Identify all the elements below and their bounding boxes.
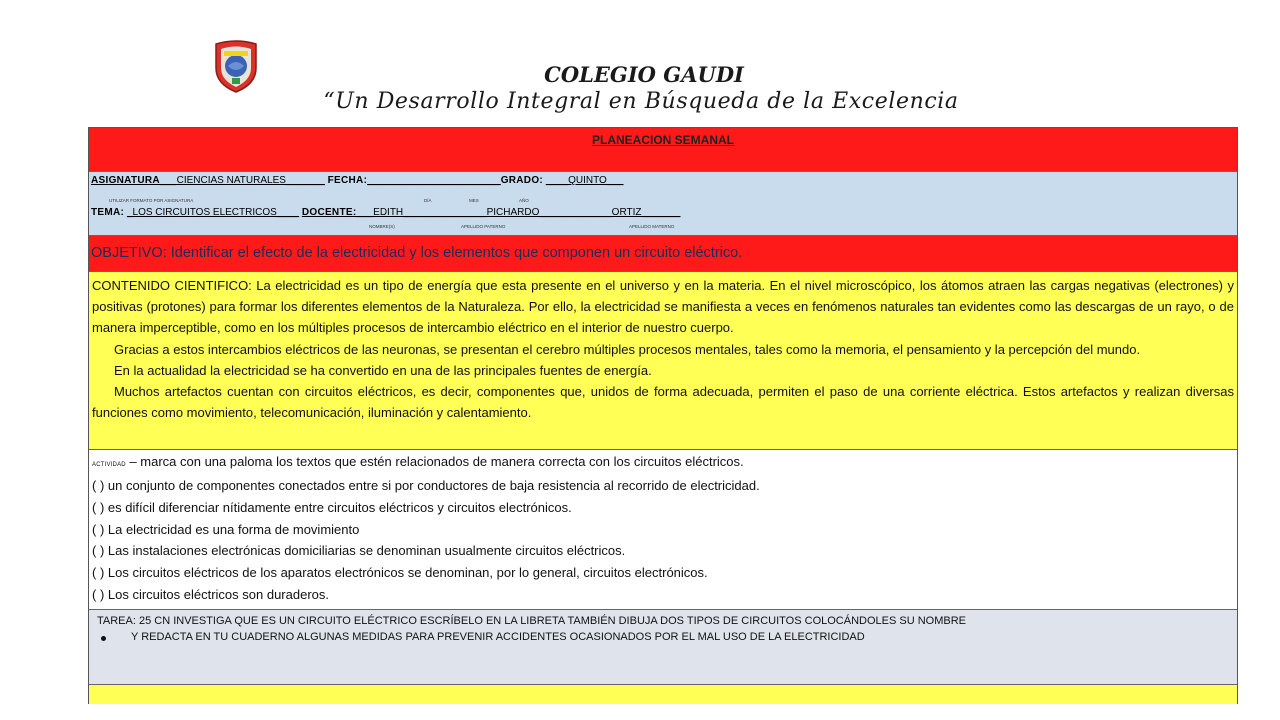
asignatura-label: ASIGNATURA — [91, 175, 160, 186]
tema-label: TEMA: — [91, 207, 125, 218]
materno-hint: APELLIDO MATERNO — [629, 224, 675, 229]
anio-hint: AÑO — [519, 198, 529, 203]
activity-item: ( ) un conjunto de componentes conectados entre si por conductores de baja resistencia al recorrido de electricidad. — [92, 478, 760, 493]
activity-label: ACTIVIDAD — [92, 462, 126, 468]
grado-label: GRADO: — [500, 175, 544, 186]
fecha-value: ________________________ — [367, 175, 501, 186]
homework-line-2: Y REDACTA EN TU CUADERNO ALGUNAS MEDIDAS PARA PREVENIR ACCIDENTES OCASIONADOS POR EL MAL USO DE LA ELECTRICIDAD — [131, 631, 865, 643]
content-paragraph: CONTENIDO CIENTIFICO: La electricidad es un tipo de energía que esta presente en el universo y en la materia. En el nivel microscópico, los átomos atraen las cargas negativas (electrones) y positivas (protones) para formar los diferentes elementos de la Naturaleza. Por ello, la electricidad se manifiesta a veces en fenómenos naturales tan evidentes como las descargas de un rayo, o de manera imperceptible, como en los múltiples procesos de intercambio eléctrico en el interior de nuestro cuerpo. — [92, 278, 1234, 336]
activity-instruction: – marca con una paloma los textos que estén relacionados de manera correcta con los circuitos eléctricos. — [129, 454, 744, 469]
nombres-hint: NOMBRE(S) — [369, 224, 395, 229]
school-name: COLEGIO GAUDI — [544, 62, 744, 87]
activity-item: ( ) Los circuitos eléctricos son duraderos. — [92, 586, 329, 602]
content-paragraph: Muchos artefactos cuentan con circuitos eléctricos, es decir, componentes que, unidos de forma adecuada, permiten el paso de una corriente eléctrica. Estos artefactos y realizan diversas funciones como movimiento, telecomunicación, iluminación y calentamiento. — [92, 384, 1234, 421]
tema-value: _LOS CIRCUITOS ELECTRICOS____ — [126, 207, 300, 218]
asignatura-value: ___CIENCIAS NATURALES_______ — [159, 175, 325, 186]
dia-hint: DÍA — [424, 198, 432, 203]
paterno-hint: APELLIDO PATERNO — [461, 224, 506, 229]
title-row — [89, 128, 1237, 172]
homework-row — [89, 610, 1237, 685]
asignatura-hint: UTILIZAR FORMATO POR ASIGNATURA — [109, 198, 194, 203]
activity-item: ( ) La electricidad es una forma de movimiento — [92, 521, 360, 537]
activity-item: ( ) es difícil diferenciar nítidamente entre circuitos eléctricos y circuitos electrónicos. — [92, 499, 572, 515]
homework-line-1: TAREA: 25 CN INVESTIGA QUE ES UN CIRCUITO ELÉCTRICO ESCRÍBELO EN LA LIBRETA TAMBIÉN DIBUJA DOS TIPOS DE CIRCUITOS COLOCÁNDOLES SU NOMBRE — [97, 615, 966, 627]
mes-hint: MES — [469, 198, 479, 203]
content-row — [89, 272, 1237, 450]
grado-value: ____QUINTO___ — [545, 175, 624, 186]
subject-line — [91, 175, 623, 186]
content-paragraph: Gracias a estos intercambios eléctricos de las neuronas, se presentan el cerebro múltiples procesos mentales, tales como la memoria, el pensamiento y la percepción del mundo. — [114, 341, 1141, 357]
objective-row — [89, 236, 1237, 272]
plan-title: PLANEACION SEMANAL — [591, 133, 734, 147]
fecha-label: FECHA: — [327, 175, 368, 186]
docente-value: ___EDITH_______________PICHARDO_____________ORTIZ_______ — [356, 207, 681, 218]
activity-item: ( ) Los circuitos eléctricos de los aparatos electrónicos se denominan, por lo general, circuitos electrónicos. — [92, 565, 708, 581]
bullet-icon — [101, 636, 106, 641]
objective-text: OBJETIVO: Identificar el efecto de la electricidad y los elementos que componen un circuito eléctrico. — [91, 245, 743, 261]
activity-instruction-line — [92, 454, 1235, 473]
content-paragraph: En la actualidad la electricidad se ha convertido en una de las principales fuentes de energía. — [114, 362, 652, 378]
school-motto: “Un Desarrollo Integral en Búsqueda de la Excelencia — [323, 89, 959, 114]
weekly-plan-sheet — [88, 127, 1238, 704]
docente-label: DOCENTE: — [301, 207, 357, 218]
info-row — [89, 172, 1237, 236]
topic-line — [91, 207, 680, 218]
activity-item: ( ) Las instalaciones electrónicas domiciliarias se denominan usualmente circuitos eléctricos. — [92, 543, 626, 559]
activity-row — [89, 450, 1237, 610]
footer-row — [89, 685, 1237, 704]
